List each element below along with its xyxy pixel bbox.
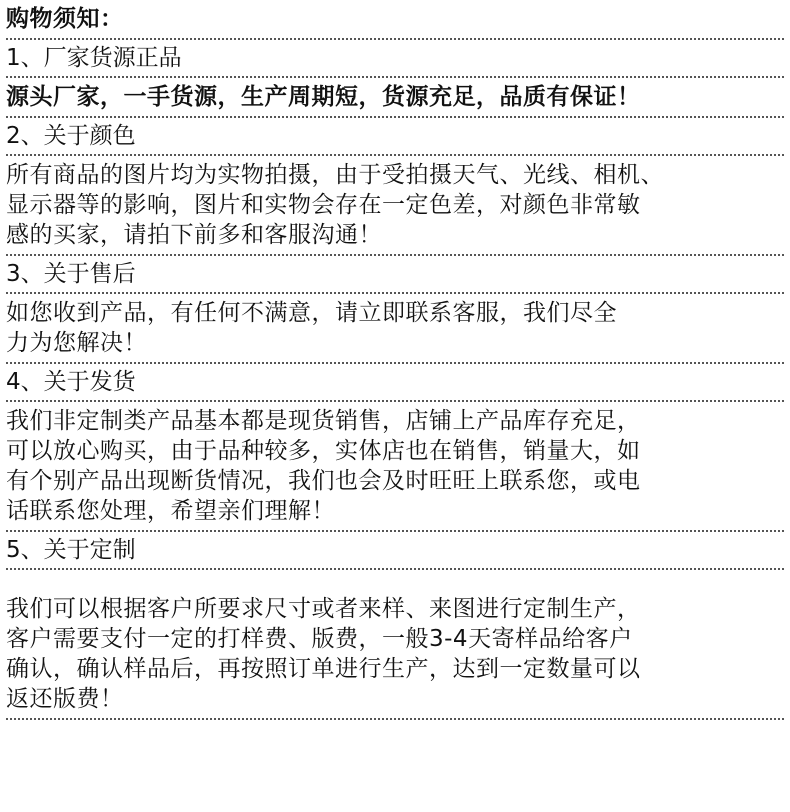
body-line: 确认，确认样品后，再按照订单进行生产，达到一定数量可以 [6,656,641,682]
section-heading-5: 5、关于定制 [6,537,136,563]
body-line: 感的买家，请拍下前多和客服沟通！ [6,222,382,248]
body-line: 我们可以根据客户所要求尺寸或者来样、来图进行定制生产， [6,596,641,622]
divider [6,718,784,720]
section-body-3 [6,294,784,362]
page-title: 购物须知： [6,6,124,32]
body-line: 我们非定制类产品基本都是现货销售，店铺上产品库存充足， [6,408,641,434]
body-line: 可以放心购买，由于品种较多，实体店也在销售，销量大，如 [6,438,641,464]
body-line: 如您收到产品，有任何不满意，请立即联系客服，我们尽全 [6,300,617,326]
body-line: 所有商品的图片均为实物拍摄，由于受拍摄天气、光线、相机、 [6,162,664,188]
section-heading-1: 1、厂家货源正品 [6,45,182,71]
body-line: 返还版费！ [6,686,124,712]
section-body-2 [6,156,784,254]
body-line: 源头厂家，一手货源，生产周期短，货源充足，品质有保证！ [6,84,641,110]
section-body-4 [6,402,784,530]
body-line: 有个别产品出现断货情况，我们也会及时旺旺上联系您，或电 [6,468,641,494]
section-heading-2: 2、关于颜色 [6,123,136,149]
body-line: 话联系您处理，希望亲们理解！ [6,498,335,524]
section-body-1 [6,78,784,116]
section-heading-3: 3、关于售后 [6,261,136,287]
blank-space [6,570,784,590]
section-heading-4: 4、关于发货 [6,369,136,395]
body-line: 客户需要支付一定的打样费、版费，一般3-4天寄样品给客户 [6,626,633,652]
section-body-5 [6,590,784,718]
body-line: 力为您解决！ [6,330,147,356]
body-line: 显示器等的影响，图片和实物会存在一定色差，对颜色非常敏 [6,192,641,218]
